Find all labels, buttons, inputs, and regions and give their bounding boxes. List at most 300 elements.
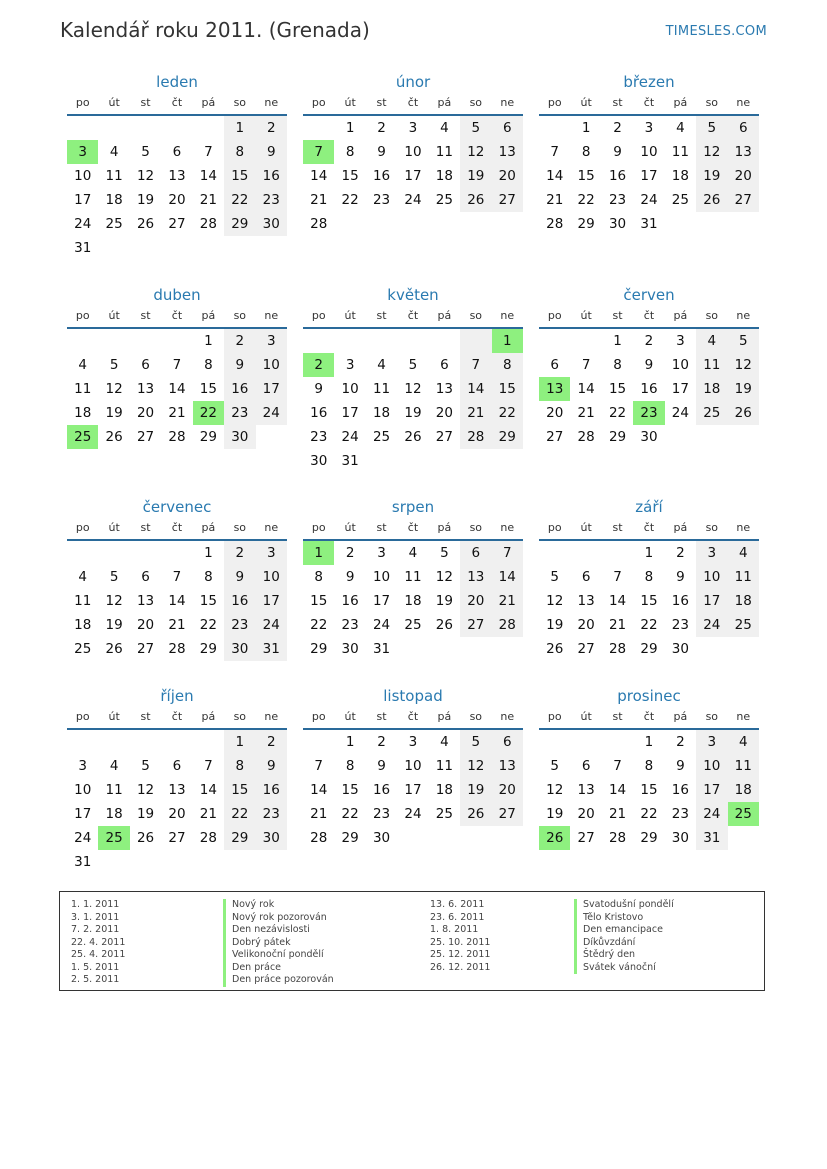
empty-day-cell — [67, 730, 98, 754]
weekday-label: pá — [437, 710, 452, 723]
day-cell: 24 — [696, 802, 727, 826]
legend-names-column — [574, 899, 674, 974]
day-cell: 28 — [460, 425, 491, 449]
day-cell: 15 — [492, 377, 523, 401]
weekday-label: so — [233, 309, 247, 322]
weekday-label: út — [580, 521, 592, 534]
day-cell: 2 — [345, 545, 355, 561]
day-cell: 10 — [256, 353, 287, 377]
day-cell: 31 — [640, 216, 658, 232]
weekday-label: čt — [643, 710, 655, 723]
day-cell: 11 — [105, 782, 123, 798]
day-cell: 16 — [671, 782, 689, 798]
day-cell: 12 — [728, 353, 759, 377]
week-row — [539, 140, 759, 164]
day-cell: 28 — [199, 830, 217, 846]
day-cell: 22 — [224, 802, 255, 826]
day-cell: 21 — [168, 617, 186, 633]
week-row — [303, 401, 523, 425]
day-cell: 26 — [460, 802, 491, 826]
day-cell: 11 — [696, 353, 727, 377]
day-cell: 3 — [696, 541, 727, 565]
week-row — [539, 425, 759, 449]
holiday-day-cell: 1 — [492, 329, 523, 353]
day-cell: 26 — [546, 641, 564, 657]
day-cell: 14 — [492, 565, 523, 589]
week-row — [303, 116, 523, 140]
weekday-label: pá — [201, 96, 216, 109]
weekday-label: ne — [264, 710, 279, 723]
day-cell: 27 — [577, 830, 595, 846]
weekday-label: po — [75, 710, 90, 723]
day-cell: 7 — [613, 569, 622, 585]
week-row — [303, 212, 523, 236]
day-cell: 26 — [460, 188, 491, 212]
empty-day-cell — [98, 116, 129, 140]
week-row — [67, 377, 287, 401]
month-block — [303, 285, 523, 473]
legend-holiday-name: Den emancipace — [574, 924, 674, 937]
day-cell: 15 — [640, 782, 658, 798]
empty-day-cell — [429, 449, 460, 473]
week-row — [303, 637, 523, 661]
empty-day-cell — [366, 212, 397, 236]
day-cell: 12 — [136, 782, 155, 798]
month-name: říjen — [160, 687, 194, 705]
day-cell: 1 — [204, 545, 213, 561]
day-cell: 18 — [404, 593, 422, 609]
day-cell: 18 — [671, 168, 689, 184]
day-cell: 22 — [577, 192, 595, 208]
legend-holiday-name: Den práce pozorován — [223, 974, 334, 987]
empty-day-cell — [696, 637, 727, 661]
day-cell: 8 — [581, 144, 591, 160]
weekday-label: čt — [171, 710, 183, 723]
day-cell: 23 — [372, 192, 391, 208]
empty-day-cell — [728, 637, 759, 661]
day-cell: 12 — [136, 168, 155, 184]
empty-day-cell — [429, 329, 460, 353]
empty-day-cell — [570, 730, 601, 754]
empty-day-cell — [397, 637, 428, 661]
day-cell: 21 — [199, 806, 217, 822]
weekday-label: čt — [407, 96, 419, 109]
legend-date: 25. 4. 2011 — [71, 949, 126, 960]
day-cell: 21 — [168, 405, 186, 421]
empty-day-cell — [98, 730, 129, 754]
month-name: duben — [153, 286, 201, 304]
day-cell: 25 — [372, 429, 391, 445]
weekday-label: st — [612, 96, 623, 109]
weekday-label: so — [469, 521, 483, 534]
day-cell: 15 — [199, 593, 217, 609]
weekday-label: so — [469, 309, 483, 322]
day-cell: 5 — [696, 116, 727, 140]
day-cell: 1 — [644, 545, 654, 561]
week-row — [539, 164, 759, 188]
day-cell: 11 — [435, 144, 453, 160]
empty-day-cell — [460, 826, 491, 850]
weekday-label: po — [547, 309, 562, 322]
legend-date: 3. 1. 2011 — [71, 911, 120, 923]
day-cell: 5 — [728, 329, 759, 353]
weekday-label: st — [140, 309, 151, 322]
day-cell: 16 — [640, 381, 658, 397]
weekday-label: út — [108, 96, 120, 109]
week-row — [303, 802, 523, 826]
day-cell: 15 — [577, 168, 595, 184]
day-cell: 2 — [676, 545, 685, 561]
day-cell: 9 — [676, 569, 685, 585]
day-cell: 22 — [640, 806, 658, 822]
day-cell: 24 — [640, 192, 658, 208]
week-row — [303, 188, 523, 212]
week-row — [67, 565, 287, 589]
week-row — [67, 778, 287, 802]
day-cell: 22 — [492, 401, 523, 425]
weekday-label: čt — [171, 521, 183, 534]
weekday-label: st — [140, 710, 151, 723]
day-cell: 24 — [372, 617, 391, 633]
day-cell: 21 — [460, 401, 491, 425]
day-cell: 2 — [613, 120, 622, 136]
day-cell: 17 — [74, 806, 92, 822]
empty-day-cell — [98, 329, 129, 353]
day-cell: 9 — [224, 565, 255, 589]
empty-day-cell — [67, 116, 98, 140]
day-cell: 4 — [109, 758, 119, 774]
day-cell: 29 — [224, 826, 255, 850]
weekday-label: ne — [736, 309, 751, 322]
day-cell: 9 — [345, 569, 355, 585]
week-row — [67, 754, 287, 778]
day-cell: 22 — [640, 617, 658, 633]
day-cell: 13 — [168, 782, 186, 798]
weekday-label: pá — [673, 96, 688, 109]
day-cell: 1 — [613, 333, 622, 349]
empty-day-cell — [728, 425, 759, 449]
day-cell: 23 — [310, 429, 328, 445]
day-cell: 30 — [671, 641, 689, 657]
day-cell: 16 — [256, 778, 287, 802]
weekday-header — [303, 94, 523, 116]
month-block — [303, 72, 523, 236]
day-cell: 9 — [256, 754, 287, 778]
day-cell: 24 — [404, 806, 422, 822]
week-row — [539, 212, 759, 236]
week-row — [303, 449, 523, 473]
day-cell: 21 — [492, 589, 523, 613]
day-cell: 27 — [460, 613, 491, 637]
week-row — [303, 541, 523, 565]
week-row — [539, 188, 759, 212]
weekday-label: út — [344, 309, 356, 322]
day-cell: 22 — [608, 405, 627, 421]
day-cell: 25 — [696, 401, 727, 425]
day-cell: 13 — [168, 168, 186, 184]
day-cell: 1 — [581, 120, 591, 136]
day-cell: 26 — [105, 429, 123, 445]
day-cell: 2 — [256, 116, 287, 140]
day-cell: 17 — [696, 589, 727, 613]
weekday-header — [303, 708, 523, 730]
week-row — [539, 541, 759, 565]
day-cell: 26 — [696, 188, 727, 212]
day-cell: 8 — [314, 569, 323, 585]
month-name: květen — [387, 286, 439, 304]
day-cell: 13 — [460, 565, 491, 589]
day-cell: 5 — [109, 569, 119, 585]
week-row — [67, 637, 287, 661]
day-cell: 1 — [644, 734, 654, 750]
weekday-label: st — [140, 96, 151, 109]
day-cell: 6 — [440, 357, 449, 373]
day-cell: 12 — [404, 381, 422, 397]
day-cell: 26 — [136, 830, 155, 846]
empty-day-cell — [161, 116, 192, 140]
week-row — [303, 164, 523, 188]
day-cell: 20 — [546, 405, 564, 421]
weekday-label: st — [612, 710, 623, 723]
day-cell: 20 — [577, 617, 595, 633]
day-cell: 27 — [168, 830, 186, 846]
legend-holiday-name: Den práce — [223, 962, 334, 975]
weekday-label: pá — [201, 309, 216, 322]
day-cell: 13 — [577, 593, 595, 609]
day-cell: 16 — [224, 377, 255, 401]
weekday-label: pá — [437, 309, 452, 322]
day-cell: 23 — [671, 617, 689, 633]
day-cell: 16 — [608, 168, 627, 184]
day-cell: 8 — [204, 569, 213, 585]
day-cell: 26 — [435, 617, 453, 633]
day-cell: 20 — [492, 164, 523, 188]
week-row — [67, 188, 287, 212]
day-cell: 8 — [345, 144, 355, 160]
week-row — [539, 565, 759, 589]
site-brand[interactable]: TIMESLES.COM — [665, 24, 767, 39]
day-cell: 27 — [492, 188, 523, 212]
day-cell: 11 — [74, 381, 92, 397]
weekday-label: po — [311, 710, 326, 723]
day-cell: 24 — [341, 429, 359, 445]
weekday-label: ne — [264, 521, 279, 534]
day-cell: 10 — [671, 357, 689, 373]
weekday-label: po — [547, 710, 562, 723]
empty-day-cell — [460, 329, 491, 353]
empty-day-cell — [161, 850, 192, 874]
empty-day-cell — [161, 329, 192, 353]
weekday-label: pá — [201, 521, 216, 534]
day-cell: 18 — [435, 782, 453, 798]
day-cell: 31 — [696, 826, 727, 850]
day-cell: 10 — [696, 754, 727, 778]
empty-day-cell — [696, 212, 727, 236]
empty-day-cell — [728, 212, 759, 236]
day-cell: 28 — [199, 216, 217, 232]
empty-day-cell — [130, 116, 161, 140]
empty-day-cell — [460, 637, 491, 661]
empty-day-cell — [193, 850, 224, 874]
week-row — [67, 826, 287, 850]
week-row — [67, 164, 287, 188]
week-row — [303, 589, 523, 613]
day-cell: 6 — [728, 116, 759, 140]
legend-holiday-name: Nový rok — [223, 899, 334, 912]
day-cell: 10 — [341, 381, 359, 397]
day-cell: 20 — [492, 778, 523, 802]
day-cell: 28 — [168, 429, 186, 445]
day-cell: 1 — [345, 734, 355, 750]
week-row — [303, 613, 523, 637]
empty-day-cell — [602, 730, 633, 754]
week-row — [539, 589, 759, 613]
week-row — [303, 329, 523, 353]
day-cell: 23 — [671, 806, 689, 822]
week-row — [67, 212, 287, 236]
week-row — [539, 613, 759, 637]
day-cell: 21 — [608, 617, 627, 633]
day-cell: 14 — [310, 168, 328, 184]
day-cell: 31 — [372, 641, 391, 657]
day-cell: 4 — [696, 329, 727, 353]
day-cell: 14 — [199, 782, 217, 798]
day-cell: 13 — [728, 140, 759, 164]
day-cell: 5 — [408, 357, 418, 373]
legend-date: 26. 12. 2011 — [430, 961, 491, 973]
day-cell: 5 — [141, 144, 150, 160]
empty-day-cell — [366, 329, 397, 353]
empty-day-cell — [256, 425, 287, 449]
weekday-label: st — [140, 521, 151, 534]
day-cell: 5 — [550, 569, 559, 585]
day-cell: 2 — [644, 333, 654, 349]
weekday-label: po — [311, 96, 326, 109]
week-row — [67, 850, 287, 874]
empty-day-cell — [130, 850, 161, 874]
weekday-label: pá — [673, 521, 688, 534]
weekday-label: čt — [643, 309, 655, 322]
weekday-header — [67, 519, 287, 541]
holiday-day-cell: 1 — [303, 541, 334, 565]
weekday-header — [539, 708, 759, 730]
day-cell: 7 — [172, 569, 182, 585]
day-cell: 8 — [345, 758, 355, 774]
day-cell: 6 — [550, 357, 559, 373]
weekday-label: ne — [736, 521, 751, 534]
day-cell: 23 — [608, 192, 627, 208]
holiday-day-cell: 25 — [67, 425, 98, 449]
week-row — [303, 353, 523, 377]
day-cell: 28 — [492, 613, 523, 637]
month-block — [539, 497, 759, 661]
day-cell: 13 — [492, 140, 523, 164]
day-cell: 2 — [377, 734, 386, 750]
day-cell: 28 — [168, 641, 186, 657]
day-cell: 17 — [696, 778, 727, 802]
weekday-label: út — [580, 710, 592, 723]
empty-day-cell — [130, 329, 161, 353]
day-cell: 2 — [224, 541, 255, 565]
day-cell: 7 — [314, 758, 323, 774]
month-block — [67, 686, 287, 874]
weekday-label: pá — [201, 710, 216, 723]
day-cell: 21 — [577, 405, 595, 421]
day-cell: 7 — [550, 144, 559, 160]
day-cell: 30 — [341, 641, 359, 657]
empty-day-cell — [460, 449, 491, 473]
weekday-label: čt — [643, 521, 655, 534]
day-cell: 11 — [435, 758, 453, 774]
day-cell: 19 — [696, 164, 727, 188]
legend-date: 1. 8. 2011 — [430, 924, 479, 935]
day-cell: 23 — [341, 617, 359, 633]
day-cell: 5 — [440, 545, 449, 561]
day-cell: 14 — [168, 593, 186, 609]
weekday-header — [303, 307, 523, 329]
day-cell: 1 — [345, 120, 355, 136]
empty-day-cell — [334, 212, 365, 236]
day-cell: 2 — [676, 734, 685, 750]
month-block — [539, 285, 759, 449]
day-cell: 25 — [435, 192, 453, 208]
week-row — [67, 589, 287, 613]
page-title: Kalendář roku 2011. (Grenada) — [60, 18, 370, 42]
week-row — [67, 802, 287, 826]
weekday-label: po — [75, 309, 90, 322]
holiday-day-cell: 2 — [303, 353, 334, 377]
day-cell: 21 — [199, 192, 217, 208]
weekday-label: út — [580, 96, 592, 109]
day-cell: 19 — [546, 806, 564, 822]
week-row — [67, 425, 287, 449]
weekday-header — [539, 307, 759, 329]
day-cell: 21 — [310, 806, 328, 822]
weekday-label: st — [376, 309, 387, 322]
day-cell: 11 — [372, 381, 391, 397]
day-cell: 8 — [492, 353, 523, 377]
week-row — [303, 377, 523, 401]
weekday-label: st — [612, 309, 623, 322]
day-cell: 17 — [404, 168, 422, 184]
empty-day-cell — [492, 637, 523, 661]
empty-day-cell — [539, 329, 570, 353]
day-cell: 19 — [435, 593, 453, 609]
day-cell: 10 — [640, 144, 658, 160]
day-cell: 17 — [372, 593, 391, 609]
day-cell: 22 — [224, 188, 255, 212]
day-cell: 20 — [435, 405, 453, 421]
week-row — [539, 802, 759, 826]
legend-dates-column — [71, 899, 125, 987]
weekday-header — [67, 94, 287, 116]
empty-day-cell — [429, 826, 460, 850]
day-cell: 6 — [172, 758, 182, 774]
empty-day-cell — [492, 826, 523, 850]
month-block — [67, 285, 287, 449]
day-cell: 13 — [492, 754, 523, 778]
day-cell: 4 — [440, 120, 449, 136]
month-name: březen — [623, 73, 675, 91]
day-cell: 10 — [74, 168, 92, 184]
weekday-label: ne — [736, 710, 751, 723]
day-cell: 10 — [696, 565, 727, 589]
week-row — [539, 637, 759, 661]
day-cell: 18 — [696, 377, 727, 401]
day-cell: 3 — [256, 541, 287, 565]
day-cell: 4 — [440, 734, 449, 750]
empty-day-cell — [492, 449, 523, 473]
